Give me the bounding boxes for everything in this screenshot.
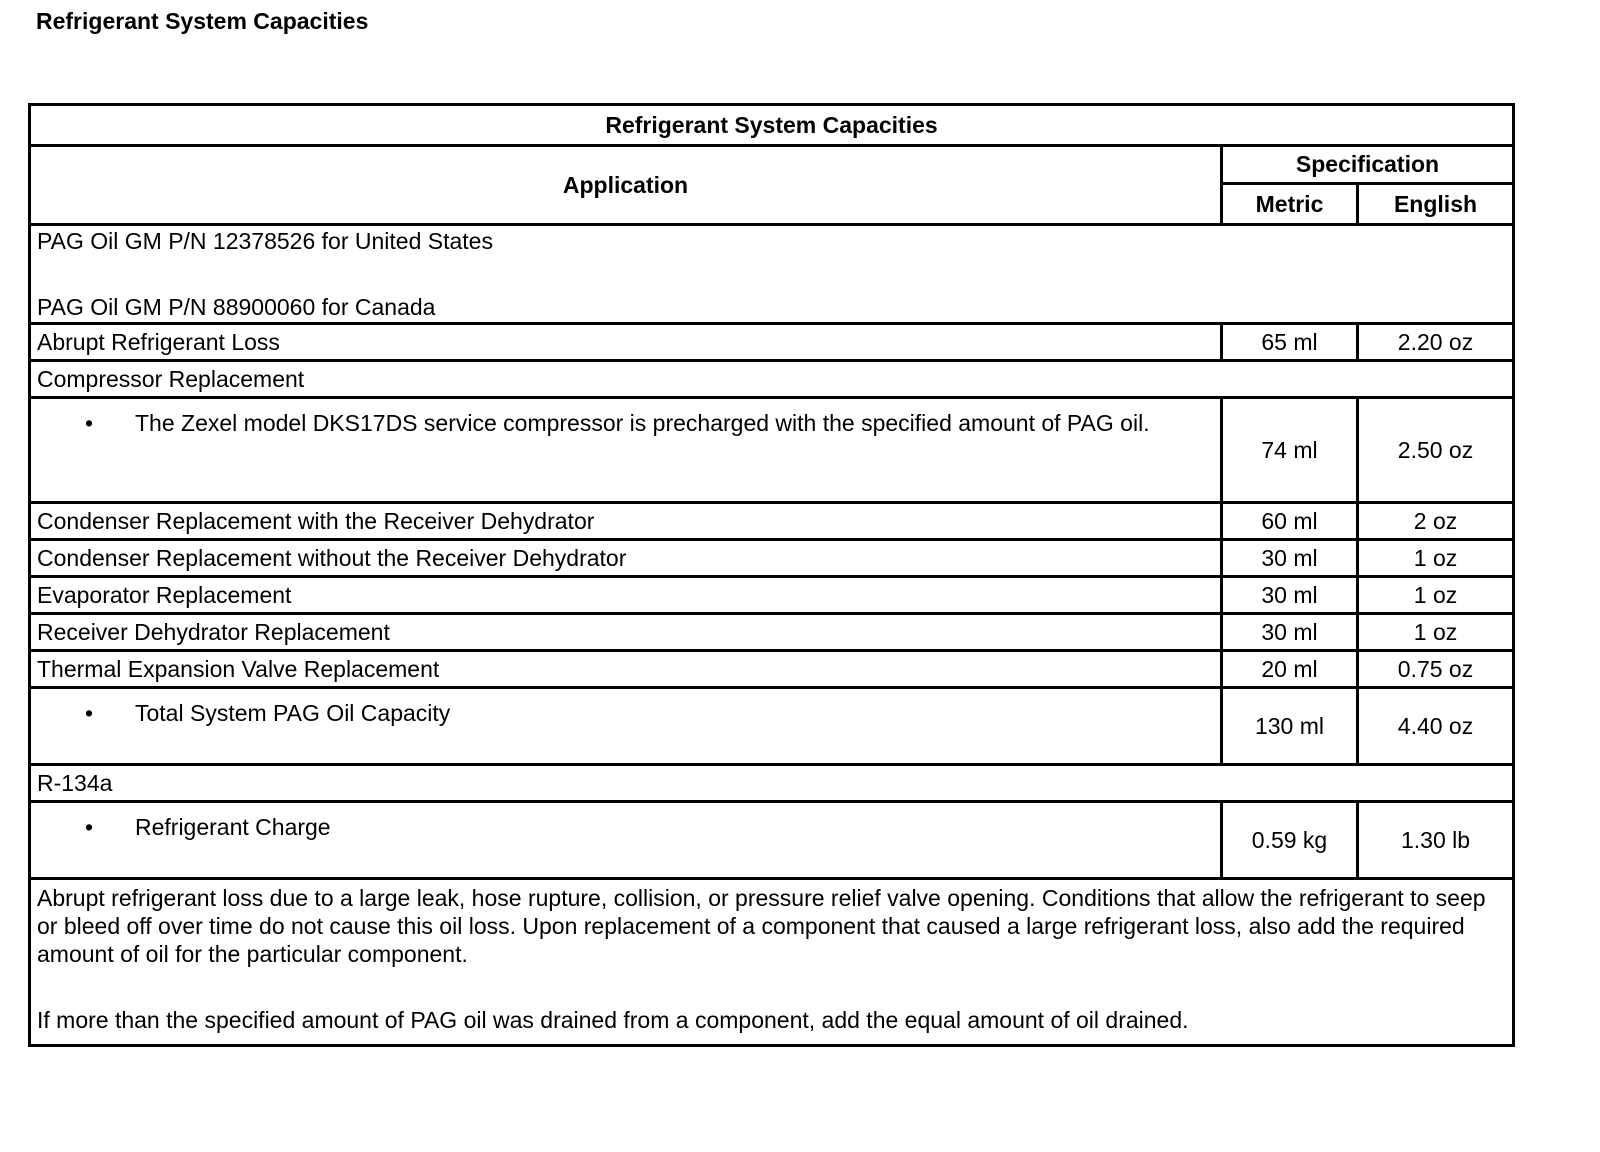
row-metric: 60 ml — [1222, 503, 1358, 540]
row-label: Abrupt Refrigerant Loss — [30, 324, 1222, 361]
row-english: 1 oz — [1358, 540, 1514, 577]
row-english: 1 oz — [1358, 614, 1514, 651]
row-metric: 30 ml — [1222, 577, 1358, 614]
notes-cell — [30, 879, 1514, 1046]
row-label: Condenser Replacement with the Receiver Dehydrator — [30, 503, 1222, 540]
table-row — [30, 614, 1514, 651]
notes-row — [30, 879, 1514, 1046]
note-paragraph-1: Abrupt refrigerant loss due to a large leak, hose rupture, collision, or pressure relief valve opening. Conditions that allow the refrigerant to seep or bleed off over time do not cause this oil loss. Upon replacement of a component that caused a large refrigerant loss, also add the required amount of oil for the particular component. — [37, 885, 1486, 967]
row-label: Receiver Dehydrator Replacement — [30, 614, 1222, 651]
table-row — [30, 503, 1514, 540]
table-row — [30, 577, 1514, 614]
row-metric: 30 ml — [1222, 540, 1358, 577]
row-metric: 20 ml — [1222, 651, 1358, 688]
table-row — [30, 324, 1514, 361]
table-row — [30, 765, 1514, 802]
table-row — [30, 398, 1514, 503]
row-english: 4.40 oz — [1358, 688, 1514, 765]
refrigerant-label: R-134a — [30, 765, 1514, 802]
row-label: Evaporator Replacement — [30, 577, 1222, 614]
table-row — [30, 802, 1514, 879]
capacities-table — [28, 103, 1515, 1047]
english-header: English — [1358, 184, 1514, 225]
table-row — [30, 540, 1514, 577]
page-title: Refrigerant System Capacities — [36, 8, 369, 34]
compressor-label: Compressor Replacement — [30, 361, 1514, 398]
row-english: 2.50 oz — [1358, 398, 1514, 503]
row-english: 2 oz — [1358, 503, 1514, 540]
pag-oil-canada: PAG Oil GM P/N 88900060 for Canada — [37, 294, 436, 320]
compressor-note: The Zexel model DKS17DS service compressor is precharged with the specified amount of PAG oil. — [135, 410, 1150, 436]
row-label: Thermal Expansion Valve Replacement — [30, 651, 1222, 688]
row-english: 1.30 lb — [1358, 802, 1514, 879]
row-metric: 130 ml — [1222, 688, 1358, 765]
metric-header: Metric — [1222, 184, 1358, 225]
row-english: 1 oz — [1358, 577, 1514, 614]
specification-header: Specification — [1222, 146, 1514, 184]
row-metric: 30 ml — [1222, 614, 1358, 651]
total-pag-cell — [30, 688, 1222, 765]
row-english: 2.20 oz — [1358, 324, 1514, 361]
row-label: Condenser Replacement without the Receiver Dehydrator — [30, 540, 1222, 577]
row-metric: 65 ml — [1222, 324, 1358, 361]
bullet-icon: • — [85, 700, 94, 726]
note-paragraph-2: If more than the specified amount of PAG oil was drained from a component, add the equal amount of oil drained. — [37, 1007, 1189, 1033]
bullet-icon: • — [85, 410, 94, 436]
row-metric: 74 ml — [1222, 398, 1358, 503]
total-pag-label: Total System PAG Oil Capacity — [135, 700, 451, 726]
table-caption: Refrigerant System Capacities — [30, 105, 1514, 146]
table-row — [30, 651, 1514, 688]
refrigerant-charge-cell — [30, 802, 1222, 879]
row-metric: 0.59 kg — [1222, 802, 1358, 879]
row-english: 0.75 oz — [1358, 651, 1514, 688]
refrigerant-charge-label: Refrigerant Charge — [135, 814, 331, 840]
pag-oil-cell — [30, 225, 1514, 324]
compressor-note-cell — [30, 398, 1222, 503]
table-row — [30, 361, 1514, 398]
application-header: Application — [30, 146, 1222, 225]
pag-oil-row — [30, 225, 1514, 324]
table-row — [30, 688, 1514, 765]
pag-oil-us: PAG Oil GM P/N 12378526 for United States — [37, 228, 493, 254]
bullet-icon: • — [85, 814, 94, 840]
